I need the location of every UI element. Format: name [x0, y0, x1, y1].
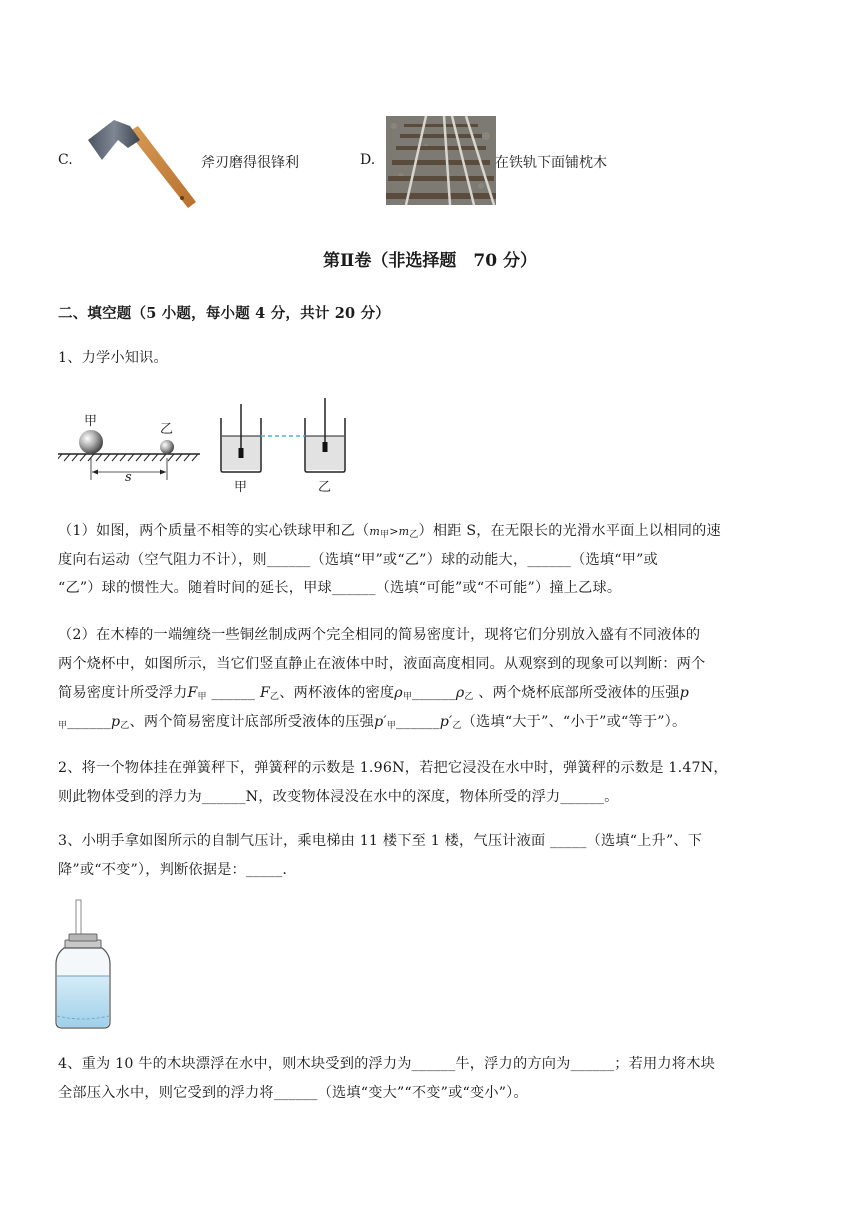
q1-part2-line3: 简易密度计所受浮力$F_甲$ ______ $F_乙$、两杯液体的密度$\rho_甲\_\_\_\_\_\_\rho_乙$ 、两个烧杯底部所受液体的压强p	[58, 685, 689, 702]
ball-a-label: 甲	[84, 414, 98, 429]
option-c	[58, 148, 358, 218]
railway-track-icon	[386, 116, 496, 205]
beakers-figure	[216, 398, 366, 478]
beaker-b-label: 乙	[318, 480, 332, 495]
q1-figure	[58, 398, 358, 498]
q1-part1-line3: “乙”）球的惯性大。随着时间的延长，甲球______（选填“可能”或“不可能”）撞上乙球。	[58, 580, 622, 596]
q1-stem: 1、力学小知识。	[58, 350, 168, 366]
subsection-title: 二、填空题（5 小题，每小题 4 分，共计 20 分）	[58, 305, 390, 322]
q3-line1: 3、小明手拿如图所示的自制气压计，乘电梯由 11 楼下至 1 楼，气压计液面 _____（选填“上升”、下	[58, 833, 703, 849]
axe-icon	[84, 114, 202, 210]
ball-a	[79, 430, 103, 454]
option-c-letter: C.	[58, 152, 73, 168]
ball-b-label: 乙	[160, 422, 174, 437]
barometer-jar-figure	[54, 898, 114, 1030]
q1-part2-line4: $_甲\_\_\_\_\_\_p_乙$、两个简易密度计底部所受液体的压强$p'_甲\_\_\_\_\_\_p'_乙$（选填“大于”、“小于”或“等于”）。	[58, 714, 687, 731]
q1-part1-line2: 度向右运动（空气阻力不计），则______（选填“甲”或“乙”）球的动能大，______（选填“甲”或	[58, 552, 658, 568]
q2-line2: 则此物体受到的浮力为______N，改变物体浸没在水中的深度，物体所受的浮力______。	[58, 789, 619, 805]
ball-b	[160, 440, 174, 454]
q4-line2: 全部压入水中，则它受到的浮力将______（选填“变大”“不变”或“变小”）。	[58, 1085, 528, 1101]
option-c-caption: 斧刃磨得很锋利	[201, 155, 299, 171]
section-title: 第Ⅱ卷（非选择题 70 分）	[323, 251, 537, 271]
option-d-letter: D.	[360, 152, 376, 168]
q1-part2-line1: （2）在木棒的一端缠绕一些铜丝制成两个完全相同的简易密度计，现将它们分别放入盛有不同液体的	[58, 627, 701, 643]
q4-line1: 4、重为 10 牛的木块漂浮在水中，则木块受到的浮力为______牛，浮力的方向为______；若用力将木块	[58, 1056, 715, 1072]
beaker-a-label: 甲	[234, 480, 248, 495]
option-d	[360, 116, 660, 208]
q2-line1: 2、将一个物体挂在弹簧秤下，弹簧秤的示数是 1.96N，若把它浸没在水中时，弹簧秤的示数是 1.47N，	[58, 760, 728, 776]
distance-label: s	[125, 470, 132, 485]
q1-part1-line1: （1）如图，两个质量不相等的实心铁球甲和乙$(m_甲>m_乙)$相距 S，在无限长的光滑水平面上以相同的速	[58, 523, 721, 540]
option-d-caption: 在铁轨下面铺枕木	[495, 155, 607, 171]
q1-part2-line2: 两个烧杯中，如图所示，当它们竖直静止在液体中时，液面高度相同。从观察到的现象可以判断：两个	[58, 656, 706, 672]
q3-line2: 降”或“不变”），判断依据是：_____.	[58, 862, 288, 878]
